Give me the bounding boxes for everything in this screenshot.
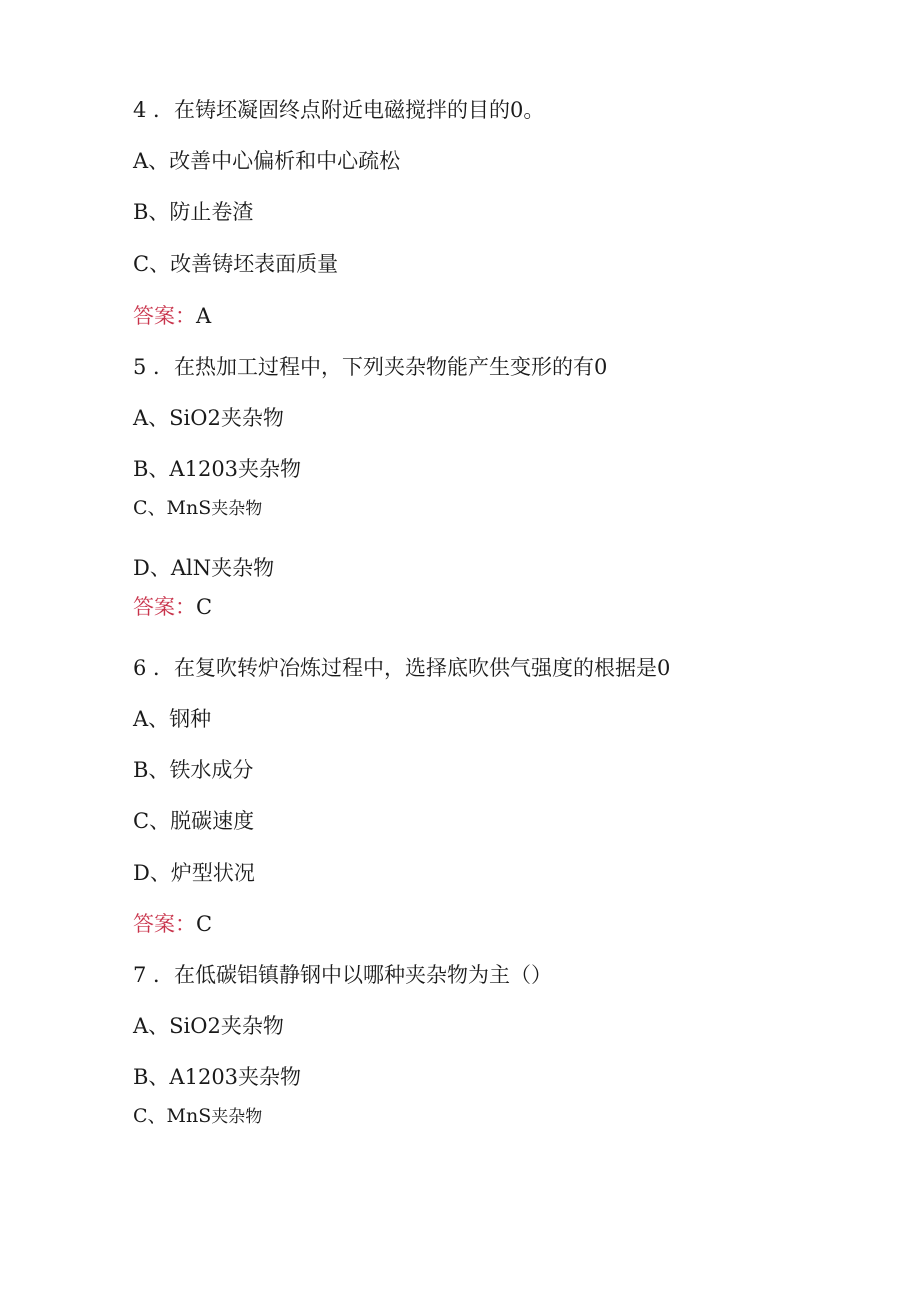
question-5-option-c xyxy=(133,496,262,521)
question-5-answer xyxy=(133,595,212,619)
question-7-option-a: A、SiO2夹杂物 xyxy=(133,1014,284,1038)
question-6-option-b: B、铁水成分 xyxy=(133,758,254,782)
option-text: C、MnS xyxy=(133,1105,212,1127)
answer-value: C xyxy=(196,912,213,936)
option-text: C、MnS xyxy=(133,497,212,519)
answer-label: 答案： xyxy=(133,912,196,936)
question-6-option-c: C、脱碳速度 xyxy=(133,809,255,833)
question-4-stem: 4 ．在铸坯凝固终点附近电磁搅拌的目的0。 xyxy=(133,98,545,122)
answer-label: 答案： xyxy=(133,595,196,619)
question-5-option-a: A、SiO2夹杂物 xyxy=(133,406,284,430)
question-6-stem: 6 ．在复吹转炉冶炼过程中，选择底吹供气强度的根据是0 xyxy=(133,656,671,680)
question-7-stem: 7 ．在低碳铝镇静钢中以哪种夹杂物为主（） xyxy=(133,963,553,987)
question-4-option-a: A、改善中心偏析和中心疏松 xyxy=(133,149,401,173)
question-4-option-b: B、防止卷渣 xyxy=(133,200,254,224)
question-7-option-c xyxy=(133,1104,262,1129)
answer-value: C xyxy=(196,595,213,619)
question-4-answer xyxy=(133,304,211,328)
answer-value: A xyxy=(196,304,212,328)
question-4-option-c: C、改善铸坯表面质量 xyxy=(133,252,339,276)
question-5-option-d: D、AlN夹杂物 xyxy=(133,556,275,580)
answer-label: 答案： xyxy=(133,304,196,328)
question-6-option-a: A、钢种 xyxy=(133,707,212,731)
question-6-option-d: D、炉型状况 xyxy=(133,861,255,885)
question-7-option-b: B、A1203夹杂物 xyxy=(133,1065,302,1089)
option-tail: 夹杂物 xyxy=(211,1107,263,1127)
question-5-option-b: B、A1203夹杂物 xyxy=(133,457,302,481)
option-tail: 夹杂物 xyxy=(211,499,263,519)
question-6-answer xyxy=(133,912,212,936)
question-5-stem: 5 ．在热加工过程中，下列夹杂物能产生变形的有0 xyxy=(133,355,608,379)
